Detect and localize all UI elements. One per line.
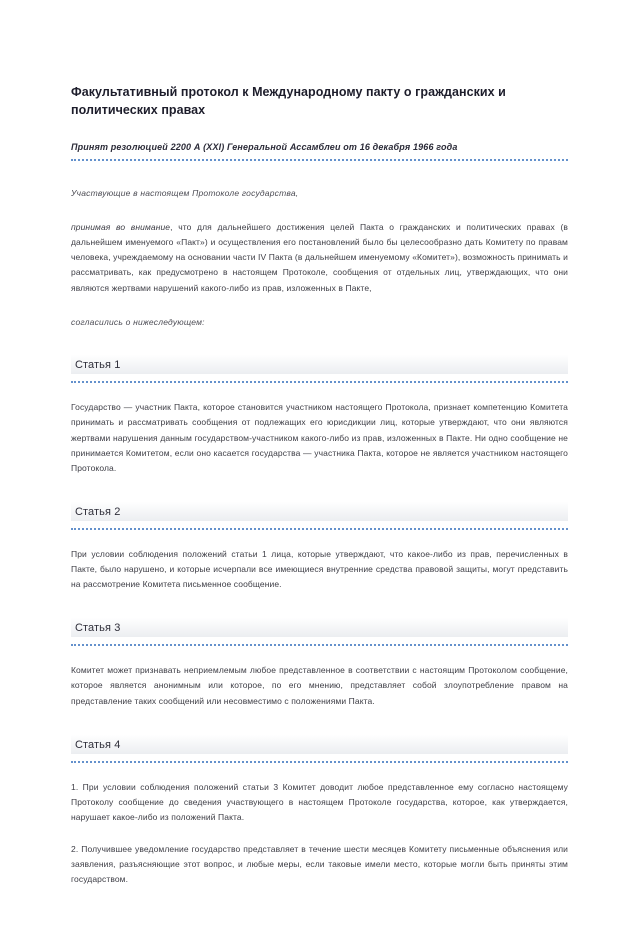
article-heading-2: Статья 2 [75,505,121,518]
preamble-section [71,187,568,330]
article-body-1 [71,400,568,476]
article-section-1 [71,355,568,476]
preamble-closing: согласились о нижеследующем: [71,316,205,327]
article-header-3 [71,618,568,637]
article-section-4 [71,735,568,888]
article-paragraph: Государство — участник Пакта, которое становится участником настоящего Протокола, признает компетенцию Комитета принимать и рассматривать сообщения от подлежащих его юрисдикции лиц, которые утверждают, что они являются жертвами нарушения данным государством-участником какого-либо из прав, изложенных в Пакте. Ни одно сообщение не принимается Комитетом, если оно касается государства — участника Пакта, которое не является участником настоящего Протокола. [71,402,568,473]
article-body-3 [71,663,568,708]
preamble-body-text: , что для дальнейшего достижения целей Пакта о гражданских и политических правах (в дальнейшем именуемого «Пакт») и осуществления его постановлений было бы целесообразно дать Комитету по правам человека, учреждаемому на основании части IV Пакта (в дальнейшем именуемому «Комитет»), возможность принимать и рассматривать, как предусмотрено в настоящем Протоколе, сообщения от отдельных лиц, утверждающих, что они являются жертвами нарушений какого-либо из прав, изложенных в Пакте, [71,222,568,293]
article-divider-4 [71,761,568,763]
article-paragraph: Комитет может признавать неприемлемым любое представленное в соответствии с настоящим Протоколом сообщение, которое является анонимным или которое, по его мнению, представляет собой злоупотребление правом на представление таких сообщений или несовместимо с положениями Пакта. [71,665,568,706]
article-heading-1: Статья 1 [75,359,121,372]
article-paragraph: 2. Получившее уведомление государство представляет в течение шести месяцев Комитету письменные объяснения или заявления, разъясняющие этот вопрос, и любые меры, если таковые имели место, которые могли быть приняты этим государством. [71,844,568,885]
article-heading-3: Статья 3 [75,622,121,635]
page-title: Факультативный протокол к Международному пакту о гражданских и политических правах [71,85,506,117]
article-divider-1 [71,381,568,383]
preamble-emphasis: принимая во внимание [71,222,171,233]
article-divider-2 [71,528,568,530]
article-header-1 [71,355,568,374]
article-section-2 [71,502,568,592]
preamble-body [71,220,568,296]
article-divider-3 [71,644,568,646]
article-paragraph: 1. При условии соблюдения положений статьи 3 Комитет доводит любое представленное ему согласно настоящему Протоколу сообщение до сведения участвующего в настоящем Протоколе государства, которое, как утверждается, нарушает какое-либо из положений Пакта. [71,781,568,822]
header-divider [71,159,568,161]
article-body-4 [71,780,568,888]
document-subtitle: Принят резолюцией 2200 А (XXI) Генеральной Ассамблеи от 16 декабря 1966 года [71,141,458,152]
article-paragraph: При условии соблюдения положений статьи 1 лица, которые утверждают, что какое-либо из прав, перечисленных в Пакте, было нарушено, и которые исчерпали все имеющиеся внутренние средства правовой защиты, могут представить на рассмотрение Комитета письменное сообщение. [71,548,568,590]
article-section-3 [71,618,568,708]
article-header-2 [71,502,568,521]
article-body-2 [71,547,568,592]
article-header-4 [71,735,568,754]
preamble-lead: Участвующие в настоящем Протоколе государства, [71,187,299,198]
article-heading-4: Статья 4 [75,738,121,751]
